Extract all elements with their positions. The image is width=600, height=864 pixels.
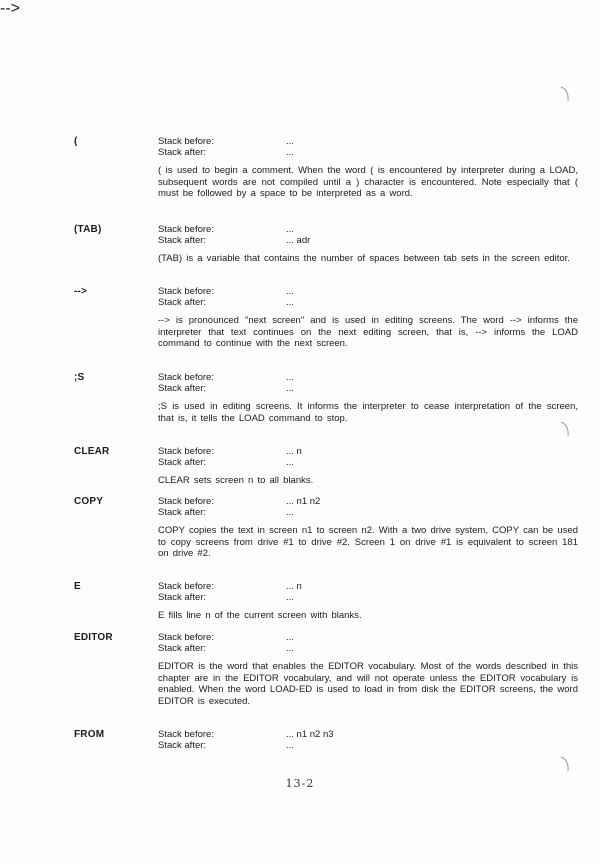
stack-after-value: ... — [286, 740, 294, 751]
stack-before-label: Stack before: — [158, 729, 214, 740]
entry-term: FROM — [74, 729, 105, 740]
stack-after-value: ... — [286, 507, 294, 518]
entry-term: E — [74, 581, 81, 592]
page-number: 13-2 — [285, 777, 315, 790]
entry-body — [158, 224, 578, 265]
stack-after-label: Stack after: — [158, 147, 207, 158]
entry-body — [158, 286, 578, 350]
stack-after-label: Stack after: — [158, 235, 207, 246]
entry-term: ;S — [74, 372, 85, 383]
stack-after-label: Stack after: — [158, 457, 207, 468]
stack-after-label: Stack after: — [158, 643, 207, 654]
stack-before-value: ... — [286, 136, 294, 147]
entry-body — [158, 632, 578, 707]
binder-hole-mark — [560, 756, 570, 772]
stack-before-label: Stack before: — [158, 496, 214, 507]
entry-body — [158, 581, 578, 622]
stack-before-label: Stack before: — [158, 136, 214, 147]
entry-term: CLEAR — [74, 446, 110, 457]
entry-body — [158, 446, 578, 487]
entry-description: COPY copies the text in screen n1 to screen n2. With a two drive system, COPY can be used to copy screens from drive #1 to drive #2. Screen 1 on drive #1 is equivalent to screen 181 on drive #2. — [158, 525, 578, 560]
entry-description: (TAB) is a variable that contains the number of spaces between tab sets in the screen editor. — [158, 253, 570, 264]
stack-after-value: ... — [286, 147, 294, 158]
entry-term: ( — [74, 136, 78, 147]
stack-after-value: ... adr — [286, 235, 311, 246]
stack-before-value: ... n — [286, 446, 302, 457]
stack-before-value: ... n1 n2 n3 — [286, 729, 334, 740]
stack-before-label: Stack before: — [158, 224, 214, 235]
entry-term: (TAB) — [74, 224, 102, 235]
stack-before-value: ... n — [286, 581, 302, 592]
entry-description: CLEAR sets screen n to all blanks. — [158, 475, 314, 486]
stack-after-label: Stack after: — [158, 297, 207, 308]
entry-description: --> is pronounced "next screen" and is used in editing screens. The word --> informs the interpreter that text continues on the next editing screen, that is, --> informs the LOAD command to continue with the next screen. — [158, 315, 578, 350]
stack-after-label: Stack after: — [158, 740, 207, 751]
entry-description: E fills line n of the current screen with blanks. — [158, 610, 362, 621]
entry-description: ( is used to begin a comment. When the word ( is encountered by interpreter during a LOAD, subsequent words are not compiled until a ) character is encountered. Note especially that ( must be followed by a space to be interpreted as a word. — [158, 165, 578, 200]
stack-after-label: Stack after: — [158, 592, 207, 603]
stack-after-value: ... — [286, 297, 294, 308]
stack-after-value: ... — [286, 592, 294, 603]
stack-after-label: Stack after: — [158, 383, 207, 394]
stack-before-label: Stack before: — [158, 632, 214, 643]
entry-description: EDITOR is the word that enables the EDITOR vocabulary. Most of the words described in this chapter are in the EDITOR vocabulary, and will not operate unless the EDITOR vocabulary is enabled. When the word LOAD-ED is used to load in from disk the EDITOR screens, the word EDITOR is executed. — [158, 661, 578, 707]
stack-after-value: ... — [286, 457, 294, 468]
entry-term: EDITOR — [74, 632, 113, 643]
stack-after-label: Stack after: — [158, 507, 207, 518]
stack-before-label: Stack before: — [158, 372, 214, 383]
stack-after-value: ... — [286, 643, 294, 654]
binder-hole-mark — [560, 86, 570, 102]
stack-before-label: Stack before: — [158, 446, 214, 457]
stack-before-value: ... — [286, 632, 294, 643]
stack-before-label: Stack before: — [158, 581, 214, 592]
stack-before-value: ... — [286, 224, 294, 235]
entry-body — [158, 729, 578, 751]
entry-term: COPY — [74, 496, 104, 507]
stack-before-value: ... — [286, 372, 294, 383]
stack-before-label: Stack before: — [158, 286, 214, 297]
entry-body — [158, 136, 578, 200]
stack-before-value: ... n1 n2 — [286, 496, 321, 507]
entry-description: ;S is used in editing screens. It informs the interpreter to cease interpretation of the screen, that is, it tells the LOAD command to stop. — [158, 401, 578, 424]
entry-body — [158, 496, 578, 560]
entry-body — [158, 372, 578, 424]
entry-term: --> — [74, 286, 88, 297]
stack-after-value: ... — [286, 383, 294, 394]
stack-before-value: ... — [286, 286, 294, 297]
